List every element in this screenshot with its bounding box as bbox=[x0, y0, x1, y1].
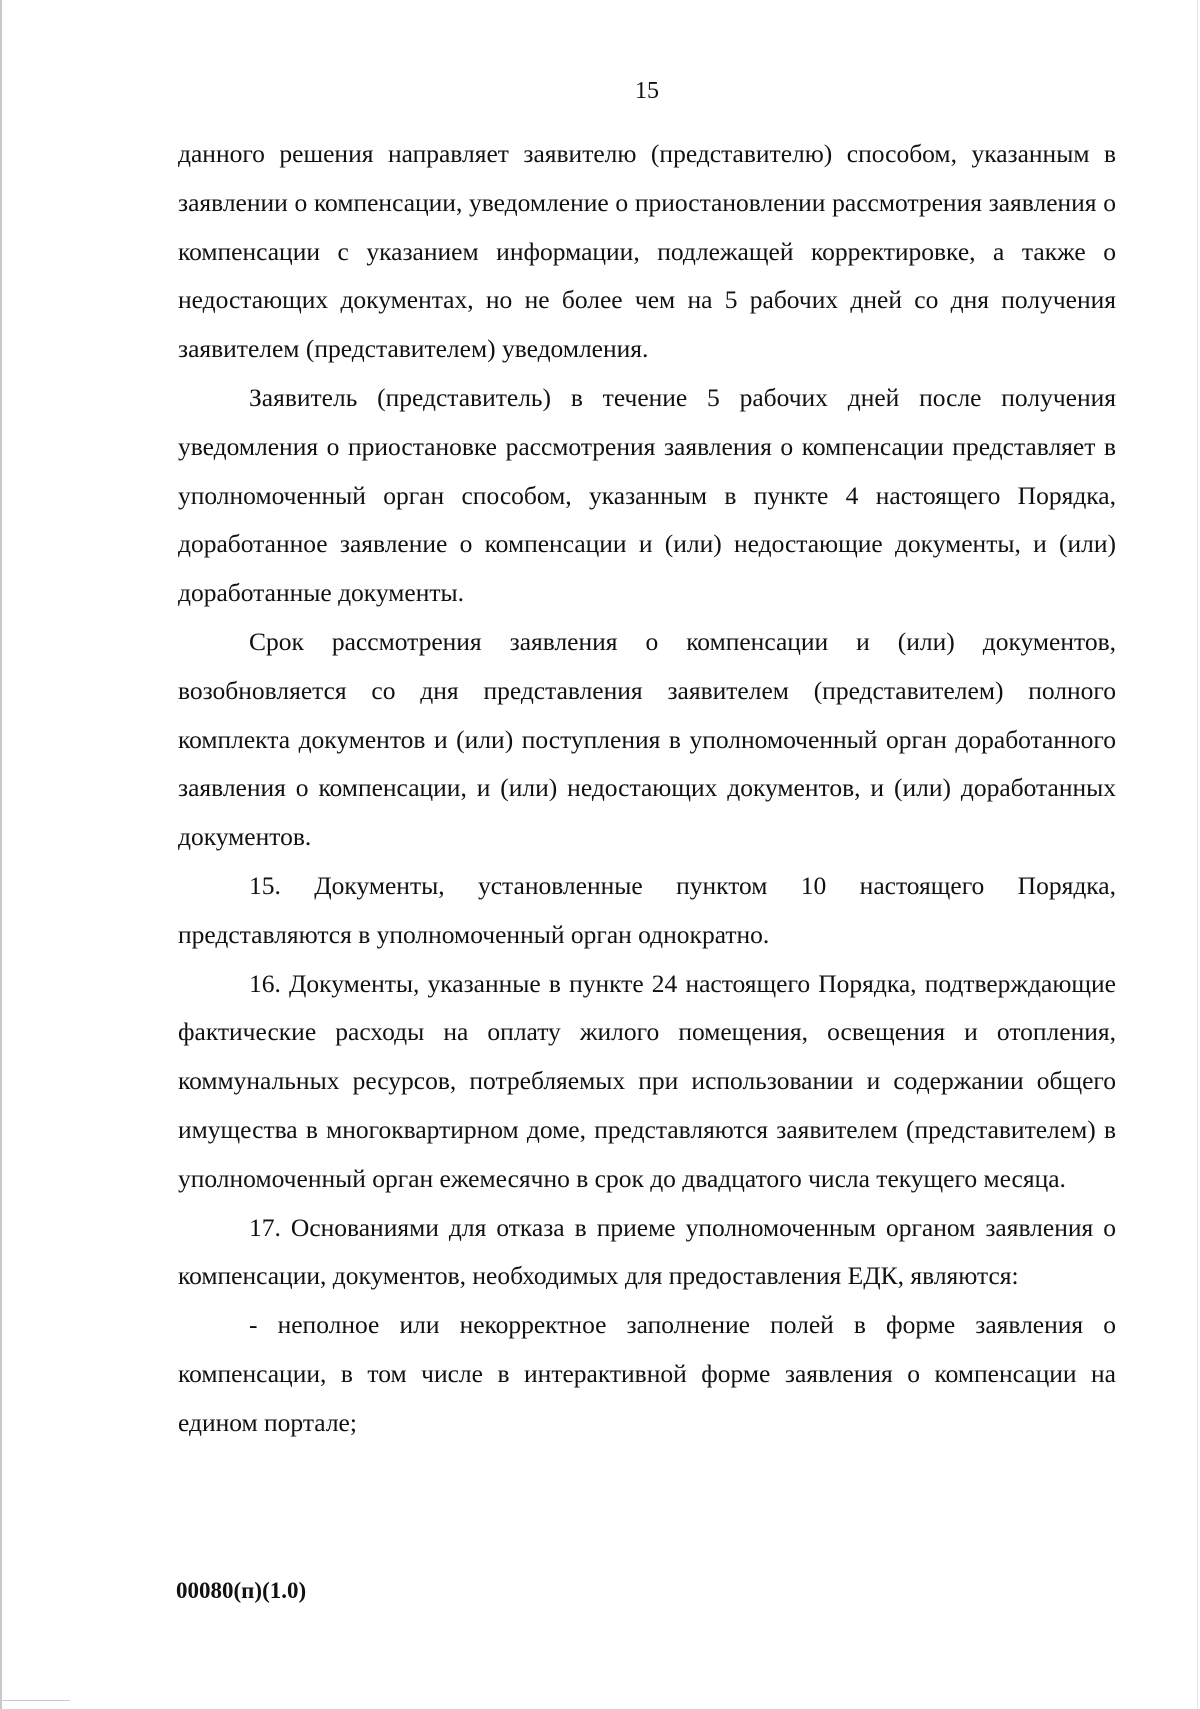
scan-edge-left bbox=[0, 0, 2, 1709]
page-number: 15 bbox=[635, 78, 659, 104]
paragraph-1: данного решения направляет заявителю (представителю) способом, указанным в заявлении о компенсации, уведомление о приостановлении рассмотрения заявления о компенсации с указанием информации, подлежащей корректировке, а также о недостающих документах, но не более чем на 5 рабочих дней со дня получения заявителем (представителем) уведомления. bbox=[178, 139, 1116, 364]
paragraph-2: Заявитель (представитель) в течение 5 рабочих дней после получения уведомления о приостановке рассмотрения заявления о компенсации представляет в уполномоченный орган способом, указанным в пункте 4 настоящего Порядка, доработанное заявление о компенсации и (или) недостающие документы, и (или) доработанные документы. bbox=[178, 382, 1116, 608]
paragraph-3: Срок рассмотрения заявления о компенсации и (или) документов, возобновляется со дня представления заявителем (представителем) полного комплекта документов и (или) поступления в уполномоченный орган доработанного заявления о компенсации, и (или) недостающих документов, и (или) доработанных документов. bbox=[178, 626, 1116, 852]
document-code: 00080(п)(1.0) bbox=[176, 1578, 307, 1603]
scan-edge-right bbox=[1197, 0, 1198, 1709]
paragraph-7: - неполное или некорректное заполнение полей в форме заявления о компенсации, в том числе в интерактивной форме заявления о компенсации на едином портале; bbox=[178, 1310, 1116, 1437]
paragraph-4: 15. Документы, установленные пунктом 10 настоящего Порядка, представляются в уполномоченный орган однократно. bbox=[178, 870, 1116, 949]
body-text bbox=[178, 130, 1116, 1448]
paragraph-6: 17. Основаниями для отказа в приеме уполномоченным органом заявления о компенсации, документов, необходимых для предоставления ЕДК, являются: bbox=[178, 1212, 1116, 1291]
scan-edge-bottom bbox=[0, 1700, 70, 1701]
paragraph-5: 16. Документы, указанные в пункте 24 настоящего Порядка, подтверждающие фактические расходы на оплату жилого помещения, освещения и отопления, коммунальных ресурсов, потребляемых при использовании и содержании общего имущества в многоквартирном доме, представляются заявителем (представителем) в уполномоченный орган ежемесячно в срок до двадцатого числа текущего месяца. bbox=[178, 968, 1116, 1193]
